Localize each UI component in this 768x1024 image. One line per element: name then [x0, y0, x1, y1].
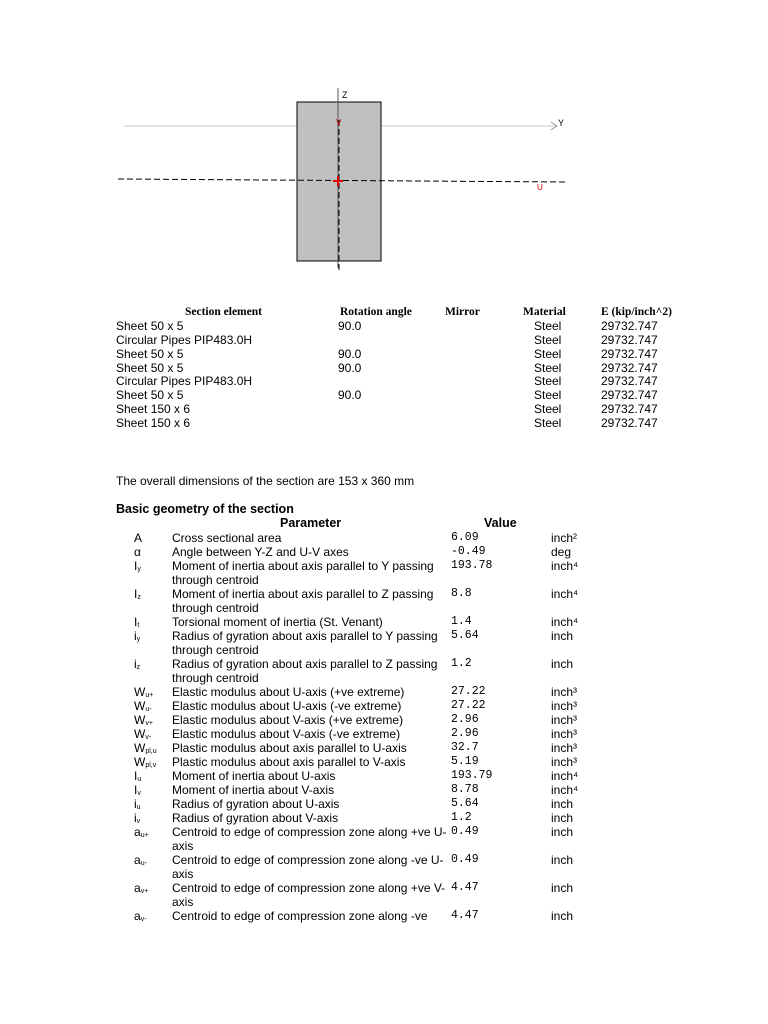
cell-value: 193.78 — [451, 559, 493, 572]
table-row — [116, 797, 716, 811]
cell-value: 1.2 — [451, 657, 472, 670]
header-e-modulus: E (kip/inch^2) — [601, 306, 672, 318]
cell-value: 8.8 — [451, 587, 472, 600]
cell-value: 0.49 — [451, 825, 479, 838]
cell-element: Sheet 50 x 5 — [116, 346, 184, 361]
cell-description: Centroid to edge of compression zone along -ve U-axis — [172, 853, 444, 881]
header-value: Value — [484, 516, 517, 530]
cell-unit: inch³ — [551, 741, 578, 755]
symbol-subscript: z — [137, 594, 141, 601]
symbol-letter: W — [134, 685, 146, 699]
cell-e-modulus: 29732.747 — [601, 402, 658, 417]
table-row — [116, 615, 716, 629]
symbol-letter: i — [134, 797, 137, 811]
symbol-subscript: t — [137, 622, 140, 629]
cell-unit: inch — [551, 657, 574, 671]
symbol-letter: α — [134, 545, 141, 559]
table-row — [116, 769, 716, 783]
table-row — [116, 811, 716, 825]
cell-unit: inch³ — [551, 727, 578, 741]
table-row — [116, 713, 716, 727]
elements-table-header — [116, 306, 676, 320]
symbol-subscript: y — [137, 566, 141, 573]
cell-unit: deg — [551, 545, 572, 559]
cell-material: Steel — [534, 402, 562, 417]
symbol-letter: W — [134, 741, 146, 755]
cell-value: -0.49 — [451, 545, 486, 558]
cell-description: Moment of inertia about U-axis — [172, 769, 336, 783]
cell-element: Sheet 150 x 6 — [116, 402, 191, 417]
symbol-subscript: v- — [145, 734, 152, 741]
cell-description: Moment of inertia about axis parallel to Z passing through centroid — [172, 587, 434, 615]
cell-description: Elastic modulus about V-axis (+ve extreme) — [172, 713, 404, 727]
cell-unit: inch — [551, 853, 574, 867]
cell-rotation: 90.0 — [338, 360, 362, 375]
cell-e-modulus: 29732.747 — [601, 416, 658, 431]
cell-unit: inch³ — [551, 755, 578, 769]
table-row — [116, 909, 716, 923]
symbol-subscript: u — [137, 776, 142, 783]
table-row — [116, 699, 716, 713]
symbol-subscript: pl,u — [145, 748, 157, 755]
table-row — [116, 362, 676, 376]
cell-rotation: 90.0 — [338, 318, 362, 333]
symbol-subscript: v- — [140, 916, 147, 923]
symbol-letter: W — [134, 727, 146, 741]
cell-e-modulus: 29732.747 — [601, 388, 658, 403]
cell-symbol — [134, 825, 174, 843]
cell-value: 2.96 — [451, 713, 479, 726]
cell-description: Elastic modulus about V-axis (-ve extreme) — [172, 727, 401, 741]
cell-rotation: 90.0 — [338, 388, 362, 403]
symbol-subscript: u+ — [140, 832, 149, 839]
cell-material: Steel — [534, 360, 562, 375]
header-parameter: Parameter — [280, 516, 342, 530]
cell-description: Plastic modulus about axis parallel to U-axis — [172, 741, 407, 755]
cell-description: Angle between Y-Z and U-V axes — [172, 545, 349, 559]
cell-description: Radius of gyration about axis parallel to Z passing through centroid — [172, 657, 438, 685]
symbol-subscript: pl,v — [145, 762, 157, 769]
symbol-subscript: v — [136, 818, 141, 825]
cell-value: 6.09 — [451, 531, 479, 544]
symbol-letter: i — [134, 629, 137, 643]
cell-rotation: 90.0 — [338, 346, 362, 361]
table-row — [116, 741, 716, 755]
cell-value: 5.19 — [451, 755, 479, 768]
cell-description: Moment of inertia about axis parallel to Y passing through centroid — [172, 559, 434, 587]
cell-value: 5.64 — [451, 629, 479, 642]
table-row — [116, 531, 716, 545]
table-row — [116, 334, 676, 348]
cell-unit: inch — [551, 797, 574, 811]
cell-element: Sheet 50 x 5 — [116, 318, 184, 333]
cell-value: 4.47 — [451, 881, 479, 894]
geometry-title: Basic geometry of the section — [116, 502, 294, 516]
cell-material: Steel — [534, 332, 562, 347]
cell-value: 2.96 — [451, 727, 479, 740]
cell-value: 4.47 — [451, 909, 479, 922]
cell-unit: inch² — [551, 531, 578, 545]
cell-unit: inch⁴ — [551, 587, 579, 601]
cell-material: Steel — [534, 416, 562, 431]
cell-element: Sheet 50 x 5 — [116, 388, 184, 403]
cell-unit: inch³ — [551, 699, 578, 713]
table-row — [116, 375, 676, 389]
cell-value: 0.49 — [451, 853, 479, 866]
cell-symbol — [134, 587, 174, 605]
symbol-letter: a — [134, 909, 141, 923]
header-section-element: Section element — [185, 306, 262, 318]
symbol-subscript: u — [136, 804, 141, 811]
section-diagram — [0, 0, 768, 300]
cell-element: Sheet 150 x 6 — [116, 416, 191, 431]
cell-material: Steel — [534, 346, 562, 361]
table-row — [116, 755, 716, 769]
table-row — [116, 629, 716, 657]
geometry-table-header — [116, 516, 716, 531]
cell-e-modulus: 29732.747 — [601, 346, 658, 361]
cell-value: 27.22 — [451, 699, 486, 712]
cell-unit: inch⁴ — [551, 783, 579, 797]
symbol-subscript: v+ — [140, 888, 149, 895]
section-elements-table — [116, 306, 676, 431]
cell-element: Circular Pipes PIP483.0H — [116, 332, 253, 347]
symbol-subscript: v — [137, 790, 141, 797]
cell-value: 27.22 — [451, 685, 486, 698]
cell-e-modulus: 29732.747 — [601, 374, 658, 389]
cell-unit: inch⁴ — [551, 615, 579, 629]
symbol-subscript: v+ — [145, 720, 153, 727]
symbol-letter: I — [134, 783, 138, 797]
symbol-subscript: z — [136, 664, 141, 671]
axis-y-label: Y — [558, 118, 565, 128]
cell-description: Radius of gyration about U-axis — [172, 797, 340, 811]
table-row — [116, 389, 676, 403]
cell-unit: inch — [551, 909, 574, 923]
header-material: Material — [523, 306, 566, 318]
header-mirror: Mirror — [445, 306, 480, 318]
cell-description: Centroid to edge of compression zone along -ve — [172, 909, 428, 923]
cell-value: 1.2 — [451, 811, 472, 824]
cell-description: Plastic modulus about axis parallel to V-axis — [172, 755, 406, 769]
cell-description: Cross sectional area — [172, 531, 282, 545]
axis-z-label: Z — [342, 90, 348, 100]
table-row — [116, 727, 716, 741]
axis-u-label: U — [537, 183, 543, 192]
symbol-subscript: u- — [145, 706, 152, 713]
table-row — [116, 320, 676, 334]
symbol-letter: I — [134, 559, 138, 573]
cell-unit: inch — [551, 825, 574, 839]
cell-unit: inch⁴ — [551, 559, 579, 573]
cell-description: Centroid to edge of compression zone along +ve V-axis — [172, 881, 446, 909]
symbol-letter: W — [134, 755, 146, 769]
table-row — [116, 783, 716, 797]
cell-material: Steel — [534, 318, 562, 333]
elements-table-body — [116, 320, 676, 431]
cell-symbol — [134, 909, 174, 927]
table-row — [116, 545, 716, 559]
header-rotation-angle: Rotation angle — [340, 306, 412, 318]
cell-value: 1.4 — [451, 615, 472, 628]
table-row — [116, 657, 716, 685]
symbol-letter: I — [134, 587, 138, 601]
cell-description: Centroid to edge of compression zone along +ve U-axis — [172, 825, 447, 853]
symbol-letter: A — [134, 531, 143, 545]
cell-value: 32.7 — [451, 741, 479, 754]
table-row — [116, 685, 716, 699]
table-row — [116, 853, 716, 881]
cell-e-modulus: 29732.747 — [601, 360, 658, 375]
cell-e-modulus: 29732.747 — [601, 332, 658, 347]
cell-description: Radius of gyration about axis parallel to Y passing through centroid — [172, 629, 438, 657]
table-row — [116, 881, 716, 909]
cell-unit: inch³ — [551, 685, 578, 699]
symbol-subscript: u+ — [145, 692, 154, 699]
symbol-letter: W — [134, 699, 146, 713]
cell-e-modulus: 29732.747 — [601, 318, 658, 333]
cell-description: Elastic modulus about U-axis (-ve extreme) — [172, 699, 402, 713]
symbol-letter: a — [134, 853, 141, 867]
symbol-subscript: u- — [140, 860, 147, 867]
symbol-letter: a — [134, 881, 141, 895]
cell-material: Steel — [534, 388, 562, 403]
axis-v-label: V — [336, 118, 342, 127]
symbol-letter: i — [134, 811, 137, 825]
cell-element: Circular Pipes PIP483.0H — [116, 374, 253, 389]
cell-unit: inch³ — [551, 713, 578, 727]
table-row — [116, 348, 676, 362]
cell-element: Sheet 50 x 5 — [116, 360, 184, 375]
geometry-table — [116, 516, 716, 923]
cell-symbol — [134, 881, 174, 899]
cell-symbol — [134, 559, 174, 577]
table-row — [116, 559, 716, 587]
cell-description: Torsional moment of inertia (St. Venant) — [172, 615, 383, 629]
table-row — [116, 403, 676, 417]
table-row — [116, 417, 676, 431]
cell-unit: inch — [551, 881, 574, 895]
symbol-letter: i — [134, 657, 137, 671]
cell-value: 5.64 — [451, 797, 479, 810]
cell-unit: inch — [551, 629, 574, 643]
cell-symbol — [134, 853, 174, 871]
overall-dimensions: The overall dimensions of the section are 153 x 360 mm — [116, 474, 415, 488]
cell-description: Elastic modulus about U-axis (+ve extreme) — [172, 685, 405, 699]
symbol-letter: I — [134, 615, 138, 629]
cell-value: 8.78 — [451, 783, 479, 796]
table-row — [116, 825, 716, 853]
symbol-subscript: y — [136, 636, 141, 643]
cell-symbol — [134, 629, 174, 647]
cell-material: Steel — [534, 374, 562, 389]
cell-unit: inch⁴ — [551, 769, 579, 783]
cell-symbol — [134, 657, 174, 675]
symbol-letter: a — [134, 825, 141, 839]
cell-value: 193.79 — [451, 769, 493, 782]
symbol-letter: I — [134, 769, 138, 783]
geometry-table-body — [116, 531, 716, 923]
cell-unit: inch — [551, 811, 574, 825]
cell-description: Moment of inertia about V-axis — [172, 783, 335, 797]
table-row — [116, 587, 716, 615]
symbol-letter: W — [134, 713, 146, 727]
cell-description: Radius of gyration about V-axis — [172, 811, 339, 825]
